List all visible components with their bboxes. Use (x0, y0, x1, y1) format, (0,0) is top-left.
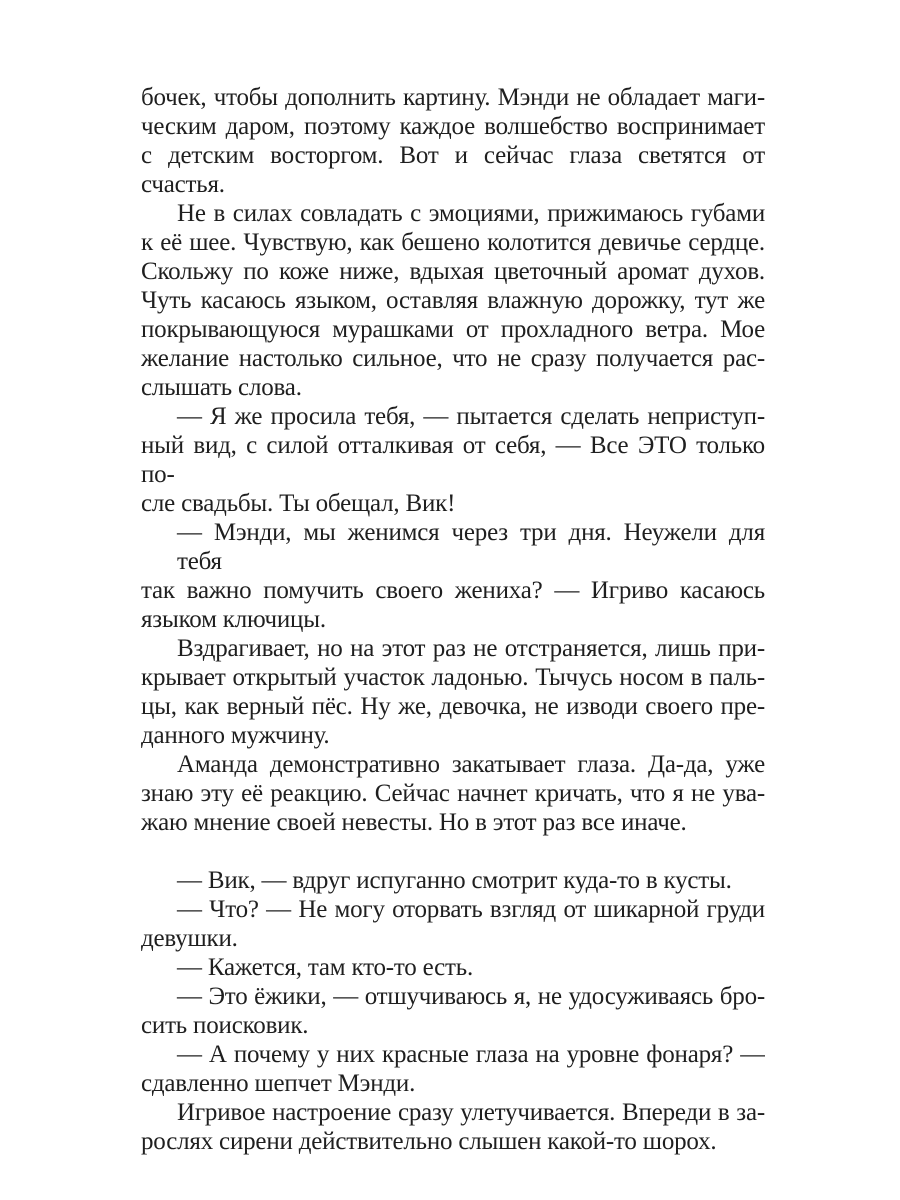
paragraph (141, 953, 765, 982)
paragraph (141, 634, 765, 750)
text-line: ческим даром, поэтому каждое волшебство воспринимает (141, 113, 765, 140)
text-line: так важно помучить своего жениха? — Игриво касаюсь (141, 577, 765, 604)
text-line: цы, как верный пёс. Ну же, девочка, не изводи своего пре- (141, 693, 765, 720)
text-line: Чуть касаюсь языком, оставляя влажную дорожку, тут же (141, 287, 765, 314)
text-line: слышать слова. (141, 374, 302, 401)
paragraph (141, 1098, 765, 1156)
text-line: — Что? — Не могу оторвать взгляд от шикарной груди (177, 896, 765, 923)
text-line: бочек, чтобы дополнить картину. Мэнди не обладает маги- (141, 84, 765, 111)
text-line: сле свадьбы. Ты обещал, Вик! (141, 490, 456, 517)
text-line: сить поисковик. (141, 1012, 309, 1039)
text-line: — Кажется, там кто-то есть. (177, 954, 474, 981)
text-line: крывает открытый участок ладонью. Тычусь носом в паль- (141, 664, 765, 691)
text-line: — Это ёжики, — отшучиваюсь я, не удосуживаясь бро- (177, 983, 765, 1010)
paragraph (141, 199, 765, 402)
text-line: языком ключицы. (141, 606, 326, 633)
text-line: с детским восторгом. Вот и сейчас глаза светятся от счастья. (141, 142, 765, 198)
paragraph (141, 895, 765, 953)
text-line: Вздрагивает, но на этот раз не отстраняется, лишь при- (177, 635, 765, 662)
text-line: Игривое настроение сразу улетучивается. Впереди в за- (177, 1099, 765, 1126)
text-line: — Мэнди, мы женимся через три дня. Неужели для тебя (177, 519, 765, 575)
text-line: жаю мнение своей невесты. Но в этот раз все иначе. (141, 809, 687, 836)
text-line: — Вик, — вдруг испуганно смотрит куда-то в кусты. (177, 867, 732, 894)
text-line: сдавленно шепчет Мэнди. (141, 1070, 416, 1097)
paragraph (141, 982, 765, 1040)
paragraph (141, 402, 765, 518)
text-line: девушки. (141, 925, 238, 952)
text-line: к её шее. Чувствую, как бешено колотится девичье сердце. (141, 229, 765, 256)
text-line: рослях сирени действительно слышен какой-то шорох. (141, 1128, 717, 1155)
text-line: данного мужчину. (141, 722, 330, 749)
text-line: — Я же просила тебя, — пытается сделать неприступ- (177, 403, 765, 430)
paragraph (141, 1040, 765, 1098)
text-line: ный вид, с силой отталкивая от себя, — Все ЭТО только по- (141, 432, 765, 488)
paragraph (141, 83, 765, 199)
text-line: желание настолько сильное, что не сразу получается рас- (141, 345, 765, 372)
text-line: покрывающуюся мурашками от прохладного ветра. Мое (141, 316, 765, 343)
paragraph (141, 750, 765, 837)
paragraph (141, 866, 765, 895)
text-line: знаю эту её реакцию. Сейчас начнет кричать, что я не ува- (141, 780, 765, 807)
page-text-block (141, 83, 765, 1156)
text-line: — А почему у них красные глаза на уровне фонаря? — (177, 1041, 765, 1068)
text-line: Скольжу по коже ниже, вдыхая цветочный аромат духов. (141, 258, 765, 285)
text-line: Аманда демонстративно закатывает глаза. Да-да, уже (177, 751, 765, 778)
paragraph (141, 518, 765, 634)
text-line: Не в силах совладать с эмоциями, прижимаюсь губами (177, 200, 765, 227)
